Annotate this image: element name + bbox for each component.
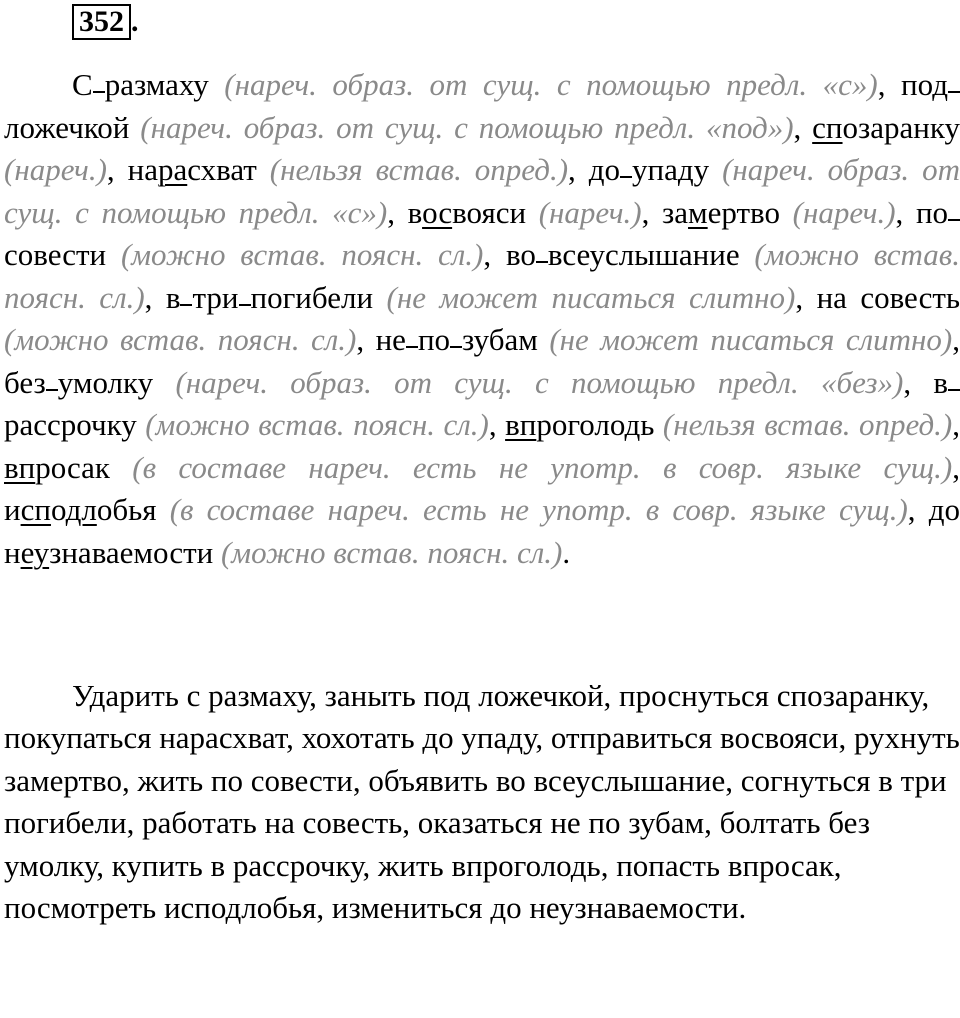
adverb-word: не по зубам <box>375 322 538 357</box>
adverb-word: С размаху <box>72 67 209 102</box>
adverb-word: до упаду <box>588 152 710 187</box>
adverb-word: без умолку <box>4 364 154 400</box>
adverb-word: во всеуслышание <box>505 237 740 272</box>
adverb-word: посовести <box>4 195 960 273</box>
underlined-letters: дл <box>65 492 97 527</box>
gap-mark <box>536 260 548 263</box>
grammar-note: (нареч. образ. от сущ. с помощью предл. «с») <box>4 152 960 230</box>
gap-mark <box>93 90 105 93</box>
adverb-word: до неузнаваемости <box>4 492 960 570</box>
grammar-note: (нареч.) <box>792 194 896 230</box>
grammar-note: (можно встав. поясн. сл.) <box>145 407 489 442</box>
gap-mark <box>239 303 251 306</box>
adverb-word: нарасхват <box>127 152 257 187</box>
underlined-letters: еу <box>20 534 50 570</box>
gap-mark <box>948 388 960 391</box>
adverb-word: врассрочку <box>4 365 960 443</box>
adverb-word: на совесть <box>816 279 960 315</box>
grammar-note: (можно встав. поясн. сл.) <box>120 237 484 272</box>
underlined-letters: сп <box>20 492 51 527</box>
underlined-letters: вп <box>4 449 36 485</box>
grammar-note: (нельзя встав. опред.) <box>269 152 569 187</box>
gap-mark <box>406 345 418 348</box>
adverb-word: спозаранку <box>812 109 960 145</box>
exercise-number-box: 352 <box>72 4 131 40</box>
gap-mark <box>620 175 632 178</box>
underlined-letters: м <box>688 194 708 230</box>
gap-mark <box>46 388 58 391</box>
underlined-letters: вп <box>505 407 537 442</box>
gap-mark <box>450 345 462 348</box>
grammar-note: (можно встав. поясн. сл.) <box>220 534 563 570</box>
exercise-number-dot: . <box>131 5 139 38</box>
grammar-note: (в составе нареч. есть не употр. в совр. языке сущ.) <box>132 449 953 485</box>
underlined-letters: ра <box>157 152 188 187</box>
gap-mark <box>948 218 960 221</box>
grammar-note: (в составе нареч. есть не употр. в совр. языке сущ.) <box>169 492 908 527</box>
grammar-note: (нареч. образ. от сущ. с помощью предл. «под») <box>140 109 794 145</box>
adverb-word: восвояси <box>407 194 527 230</box>
adverb-word: замертво <box>662 194 780 230</box>
grammar-note: (не может писаться слитно) <box>386 279 796 315</box>
adverb-word: подложечкой <box>4 67 960 145</box>
grammar-note: (нареч. образ. от сущ. с помощью предл. «с») <box>224 67 878 102</box>
grammar-note: (нареч.) <box>4 152 107 187</box>
adverb-word: в три погибели <box>165 279 374 315</box>
grammar-note: (нареч.) <box>538 194 642 230</box>
answer-paragraph: С размаху (нареч. образ. от сущ. с помощью предл. «с»), подложечкой (нареч. образ. от сущ. с помощью предл. «под»), спозаранку (нареч.), нарасхват (нельзя встав. опред.), до упаду (нареч. образ. от сущ. с помощью предл. «с»), восвояси (нареч.), замертво (нареч.), посовести (можно встав. поясн. сл.), во всеуслышание (можно встав. поясн. сл.), в три погибели (не может писаться слитно), на совесть (можно встав. поясн. сл.), не по зубам (не может писаться слитно), без умолку (нареч. образ. от сущ. с помощью предл. «без»), врассрочку (можно встав. поясн. сл.), впроголодь (нельзя встав. опред.), впросак (в составе нареч. есть не употр. в совр. языке сущ.), исподлобья (в составе нареч. есть не употр. в совр. языке сущ.), до неузнаваемости (можно встав. поясн. сл.). <box>4 67 960 570</box>
grammar-note: (нареч. образ. от сущ. с помощью предл. «без») <box>175 364 904 400</box>
exercise-number <box>72 4 139 40</box>
adverb-word: впросак <box>4 449 110 485</box>
sentences-paragraph: Ударить с размаху, заныть под ложечкой, проснуться спозаранку, покупаться нарасхват, хохотать до упаду, отправиться восвояси, рухнуть замертво, жить по совести, объявить во всеуслышание, согнуться в три погибели, работать на совесть, оказаться не по зубам, болтать без умолку, купить в рассрочку, жить впроголодь, попасть впросак, посмотреть исподлобья, измениться до неузнаваемости. <box>4 678 960 926</box>
gap-mark <box>948 90 960 93</box>
grammar-note: (можно встав. поясн. сл.) <box>4 237 960 315</box>
underlined-letters: ос <box>422 194 453 230</box>
adverb-word: впроголодь <box>505 407 655 442</box>
gap-mark <box>180 303 192 306</box>
grammar-note: (можно встав. поясн. сл.) <box>4 322 357 357</box>
grammar-note: (нельзя встав. опред.) <box>662 407 953 442</box>
underlined-letters: сп <box>812 109 843 145</box>
grammar-note: (не может писаться слитно) <box>549 322 953 357</box>
adverb-word: исподлобья <box>4 492 157 527</box>
